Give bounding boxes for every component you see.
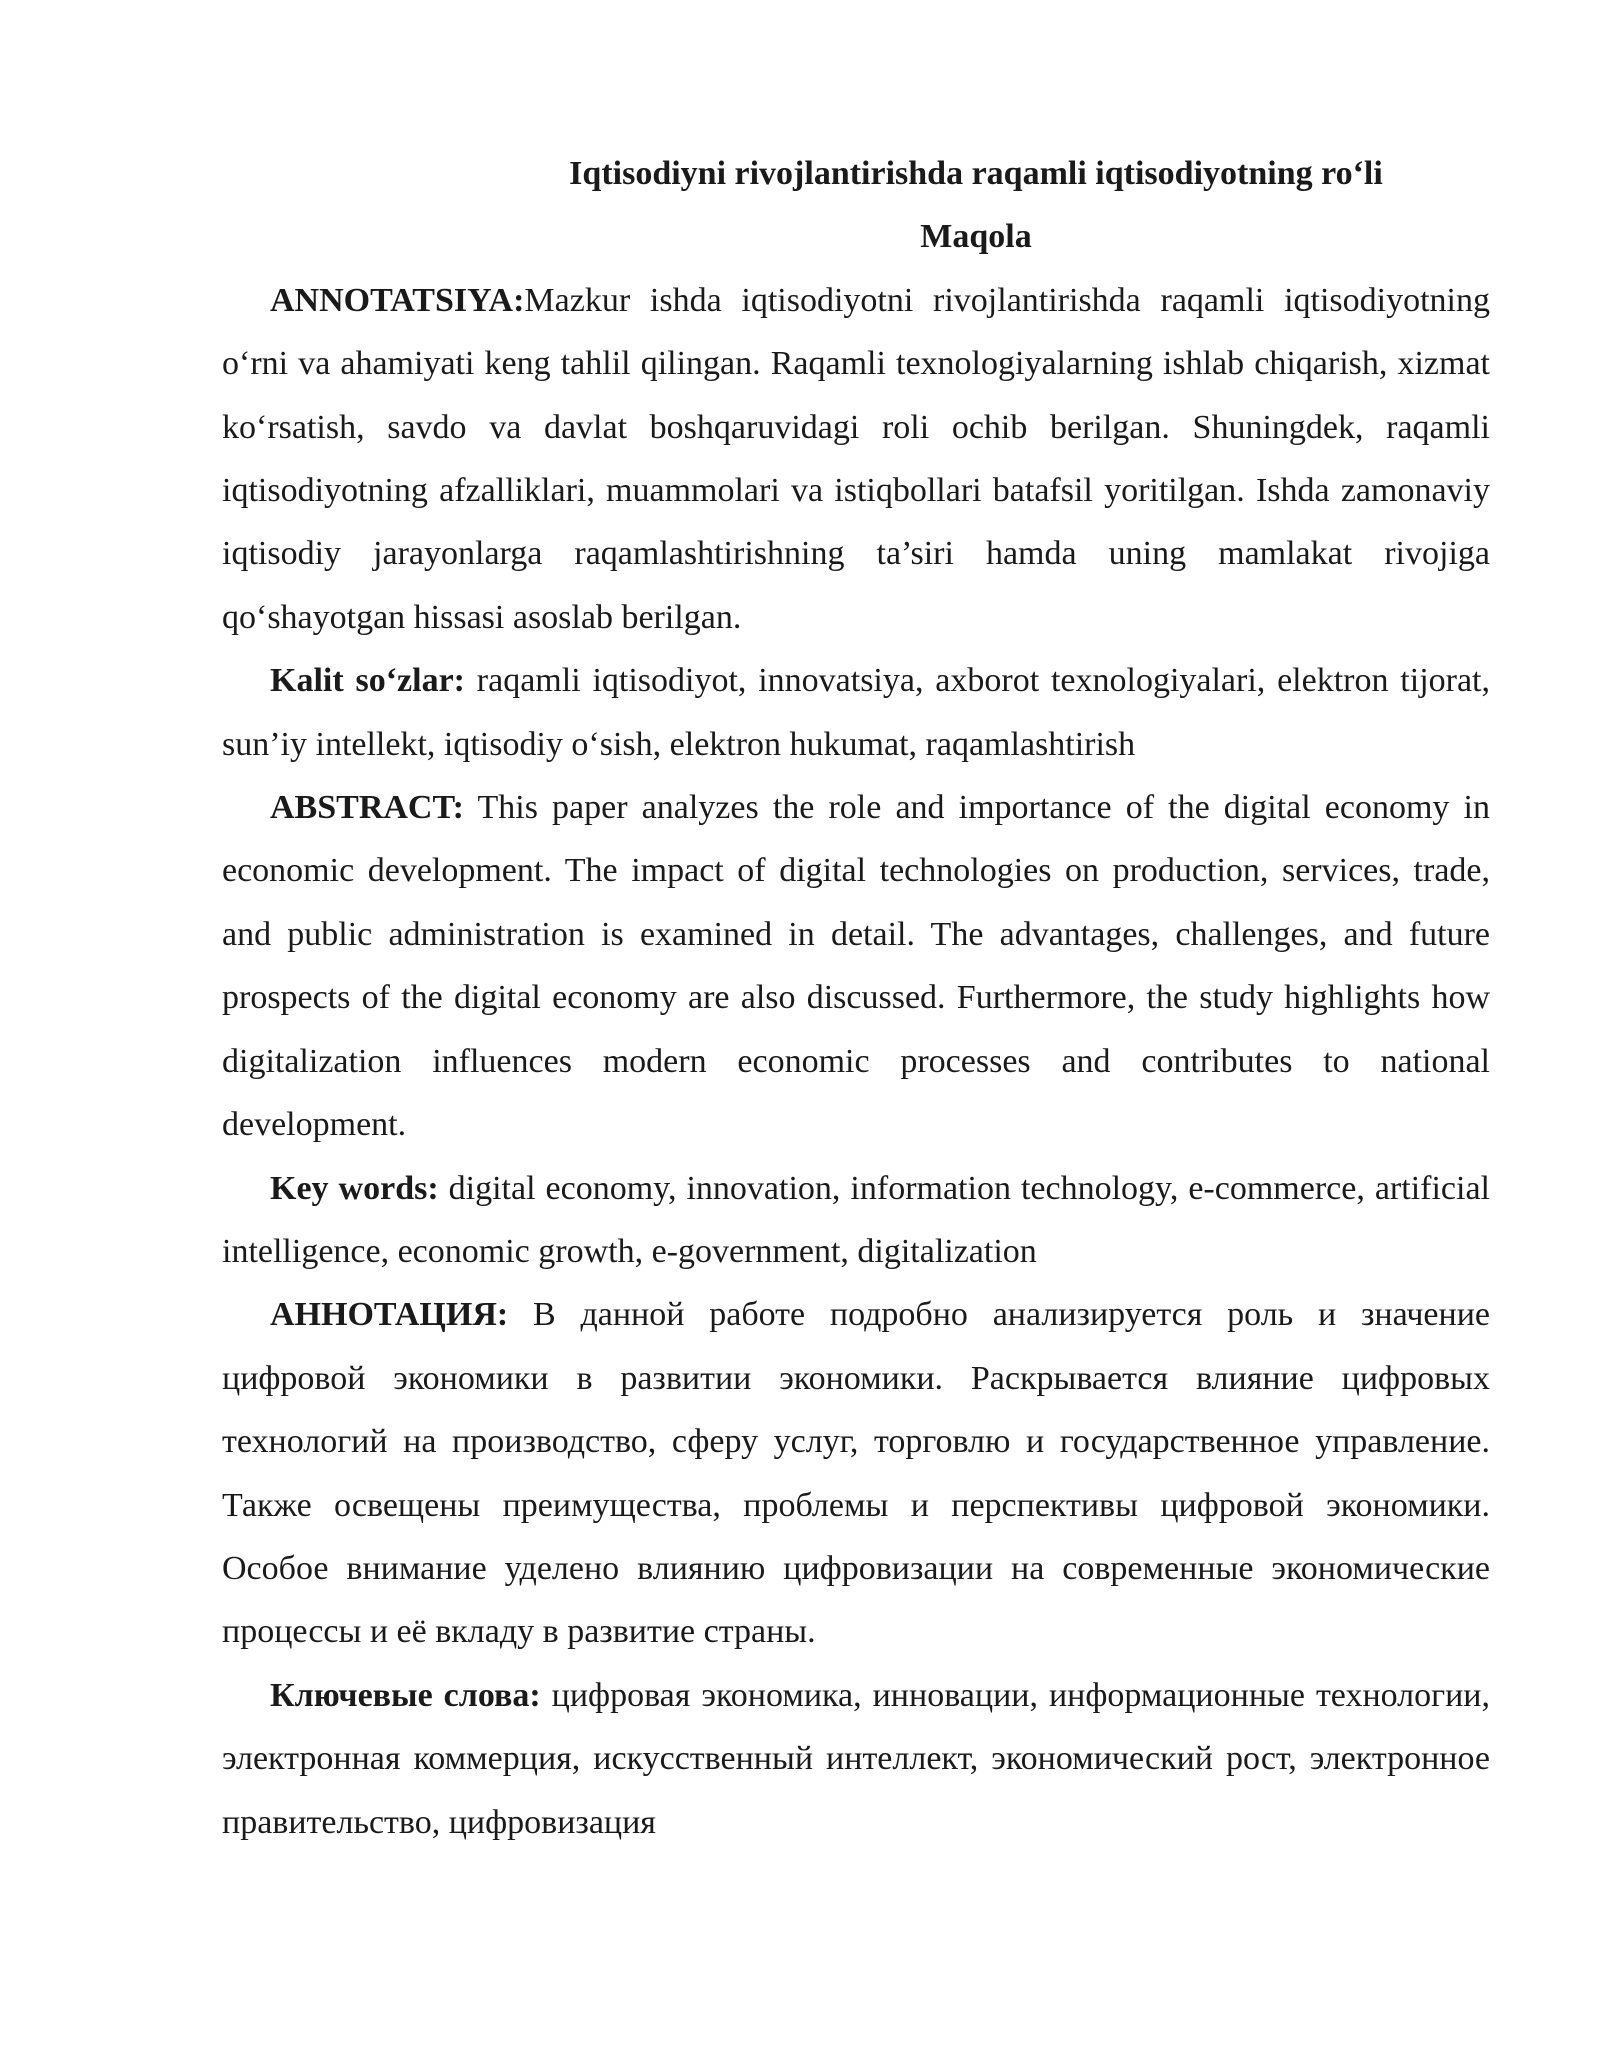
keywords-uz-paragraph	[222, 649, 1490, 776]
annotation-ru-paragraph	[222, 1283, 1490, 1663]
keywords-en-label: Key words:	[270, 1169, 439, 1207]
annotation-ru-text: В данной работе подробно анализируется роль и значение цифровой экономики в развитии экономики. Раскрывается влияние цифровых технологий на производство, сферу услуг, торговлю и государственное управление. Также освещены преимущества, проблемы и перспективы цифровой экономики. Особое внимание уделено влиянию цифровизации на современные экономические процессы и её вкладу в развитие страны.	[222, 1296, 1490, 1651]
abstract-en-label: ABSTRACT:	[270, 789, 464, 827]
document-subtitle: Maqola	[920, 218, 1032, 256]
keywords-en-text: digital economy, innovation, information technology, e-commerce, artificial intelligence, economic growth, e-government, digitalization	[222, 1169, 1490, 1270]
keywords-ru-paragraph	[222, 1664, 1490, 1854]
document-page	[222, 142, 1490, 1854]
keywords-ru-text: цифровая экономика, инновации, информационные технологии, электронная коммерция, искусственный интеллект, экономический рост, электронное правительство, цифровизация	[222, 1676, 1490, 1841]
keywords-uz-label: Kalit so‘zlar:	[270, 662, 465, 700]
annotation-uz-label: ANNOTATSIYA:	[270, 281, 525, 319]
keywords-ru-label: Ключевые слова:	[270, 1676, 541, 1714]
abstract-en-text: This paper analyzes the role and importance of the digital economy in economic development. The impact of digital technologies on production, services, trade, and public administration is examined in detail. The advantages, challenges, and future prospects of the digital economy are also discussed. Furthermore, the study highlights how digitalization influences modern economic processes and contributes to national development.	[222, 789, 1490, 1144]
annotation-uz-text: Mazkur ishda iqtisodiyotni rivojlantirishda raqamli iqtisodiyotning o‘rni va ahamiyati keng tahlil qilingan. Raqamli texnologiyalarning ishlab chiqarish, xizmat ko‘rsatish, savdo va davlat boshqaruvidagi roli ochib berilgan. Shuningdek, raqamli iqtisodiyotning afzalliklari, muammolari va istiqbollari batafsil yoritilgan. Ishda zamonaviy iqtisodiy jarayonlarga raqamlashtirishning ta’siri hamda uning mamlakat rivojiga qo‘shayotgan hissasi asoslab berilgan.	[222, 281, 1490, 636]
abstract-en-paragraph	[222, 776, 1490, 1156]
keywords-uz-text: raqamli iqtisodiyot, innovatsiya, axborot texnologiyalari, elektron tijorat, sun’iy intellekt, iqtisodiy o‘sish, elektron hukumat, raqamlashtirish	[222, 662, 1490, 763]
keywords-en-paragraph	[222, 1157, 1490, 1284]
annotation-ru-label: АННОТАЦИЯ:	[270, 1296, 509, 1334]
annotation-uz-paragraph	[222, 269, 1490, 649]
document-title: Iqtisodiyni rivojlantirishda raqamli iqtisodiyotning ro‘li	[569, 155, 1383, 192]
